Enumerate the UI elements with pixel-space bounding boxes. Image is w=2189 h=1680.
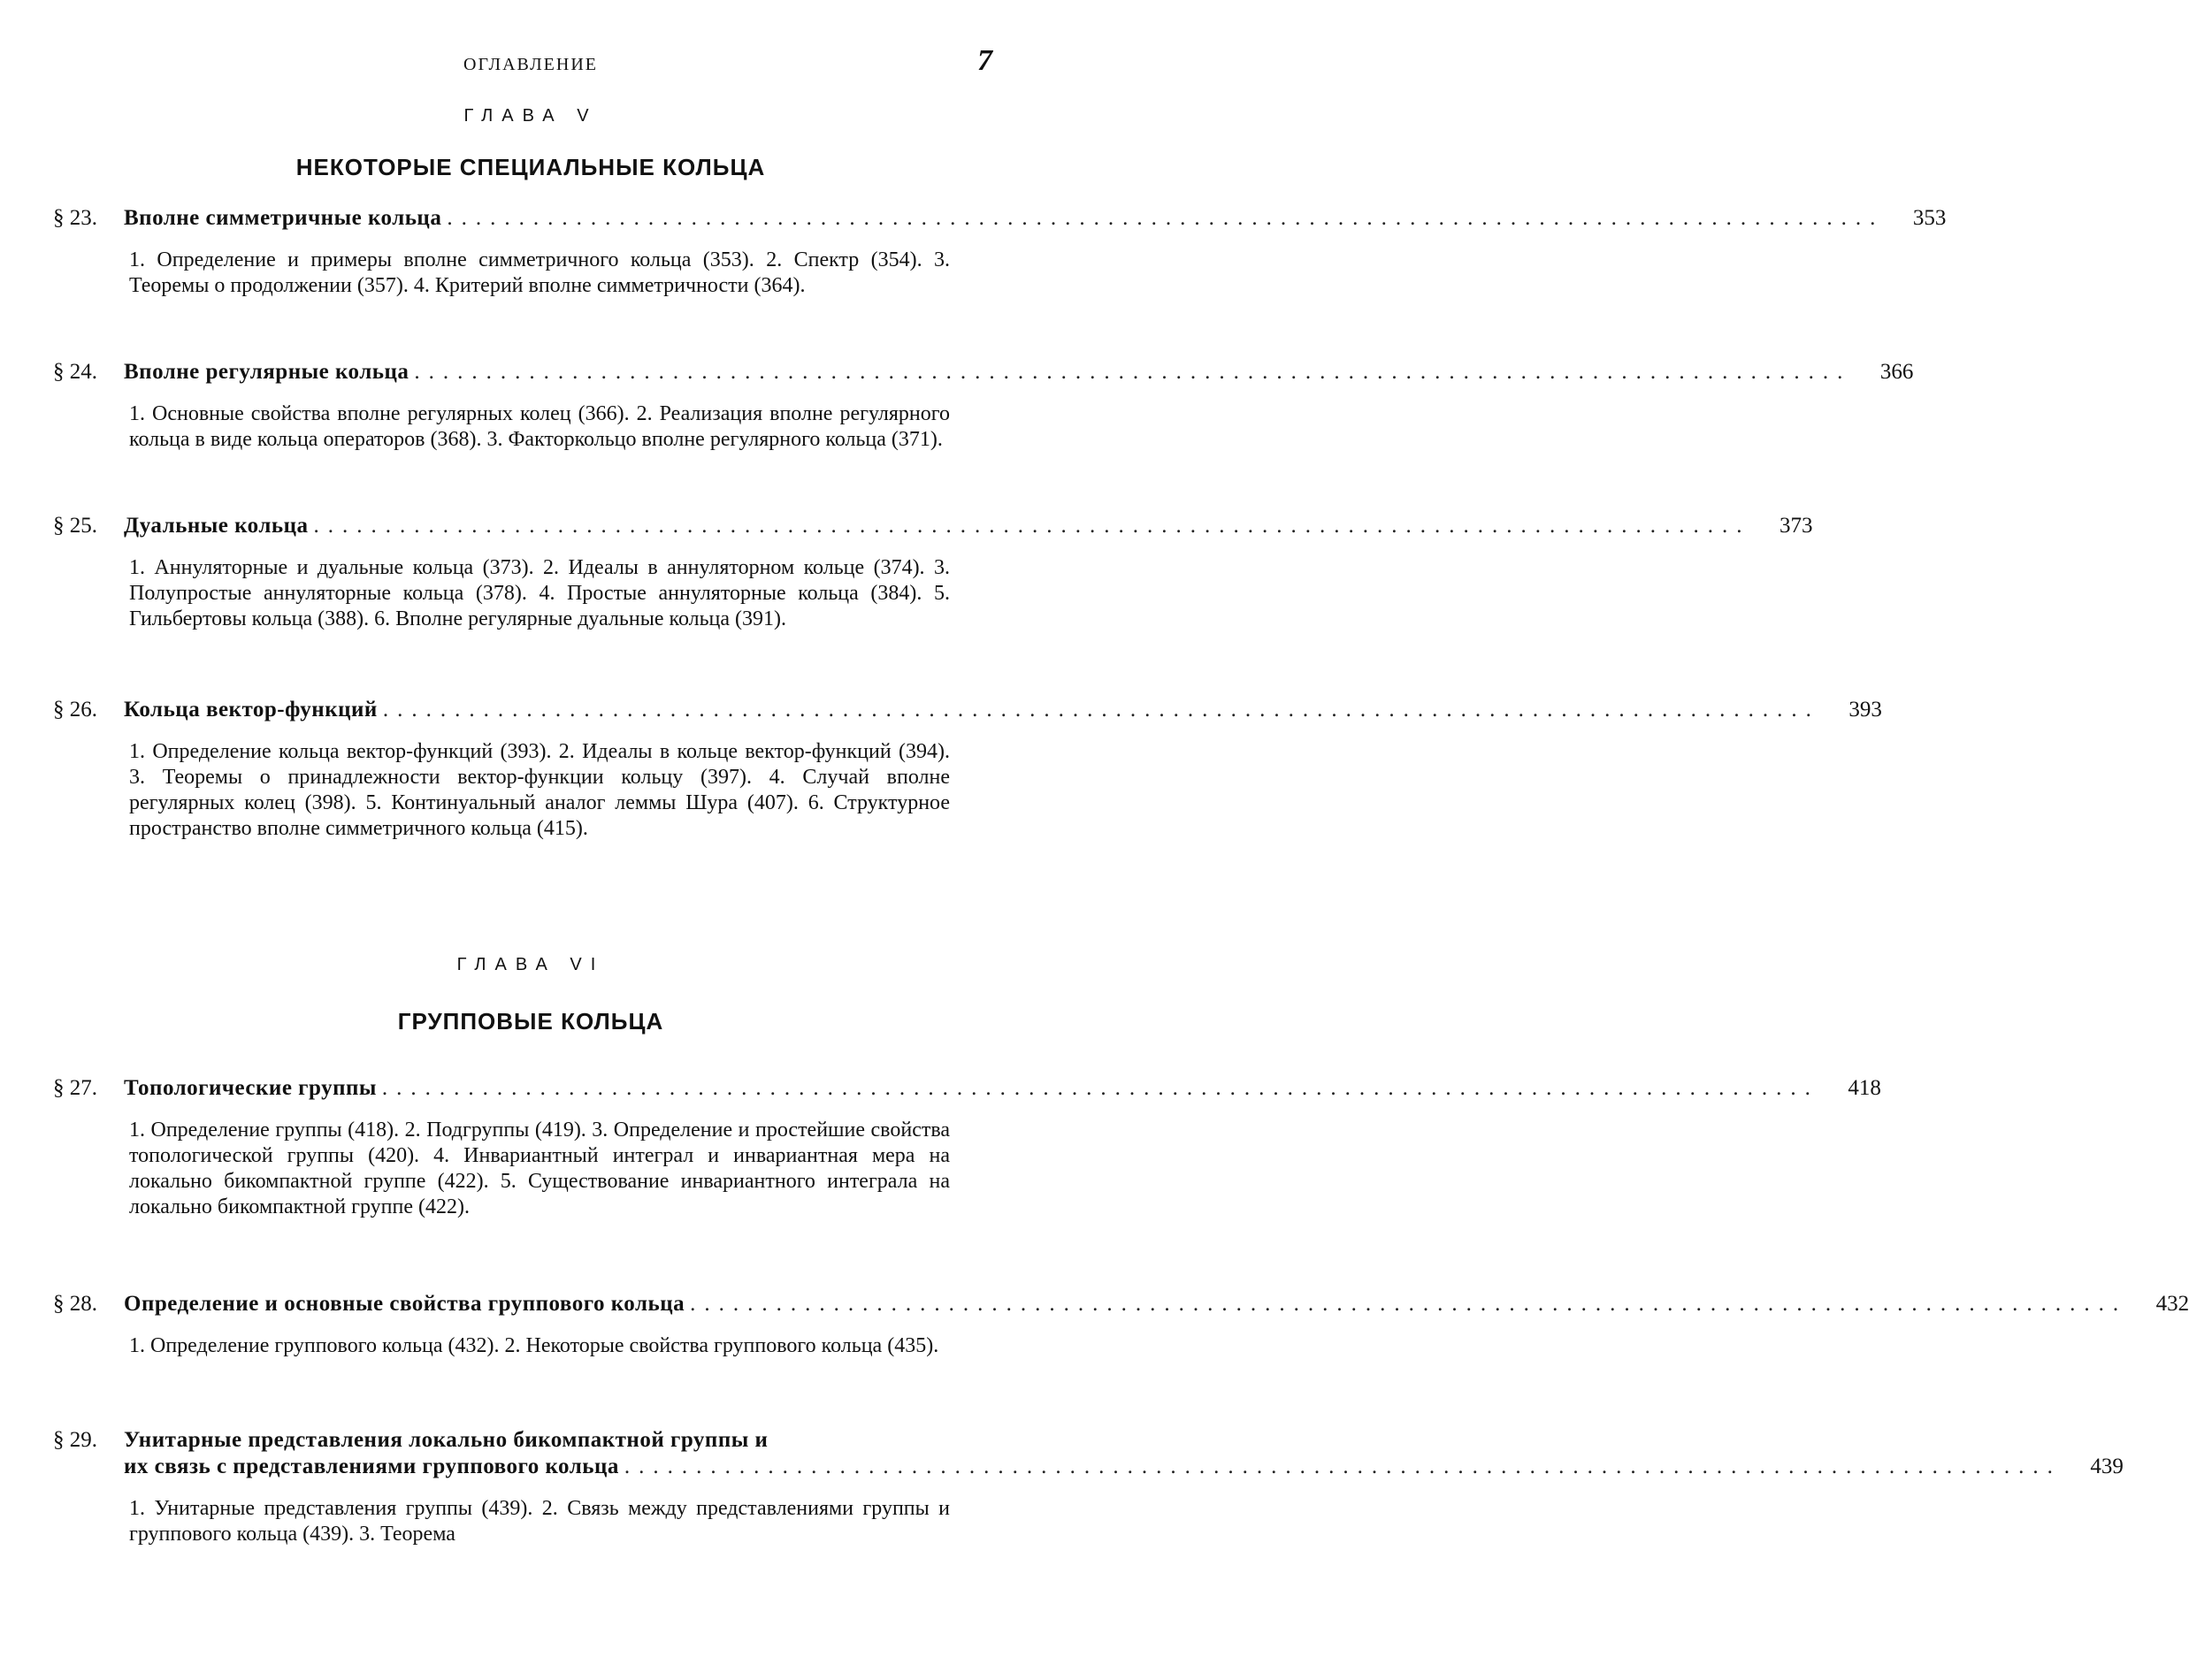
chapter-title-6: ГРУППОВЫЕ КОЛЬЦА	[397, 1008, 664, 1035]
section-title: Определение и основные свойства группового кольца	[124, 1292, 685, 1316]
section-page: 418	[1848, 1076, 1881, 1100]
dot-leader: ....................................................................................................	[447, 206, 1885, 230]
dot-leader: ....................................................................................................	[381, 1076, 1819, 1100]
dot-leader: ....................................................................................................	[313, 514, 1751, 538]
section-number: § 29.	[53, 1428, 97, 1452]
dot-leader: ....................................................................................................	[414, 360, 1852, 384]
section-description: 1. Аннуляторные и дуальные кольца (373). 2. Идеалы в аннуляторном кольце (374). 3. Полупростые аннуляторные кольца (378). 4. Простые аннуляторные кольца (384). 5. Гильбертовы кольца (388). 6. Вполне регулярные дуальные кольца (391).	[129, 556, 950, 630]
dot-leader: ....................................................................................................	[624, 1455, 2062, 1478]
section-title: Дуальные кольца	[124, 514, 309, 538]
section-page: 432	[2155, 1292, 2189, 1316]
page-number: 7	[977, 44, 992, 77]
section-title: Вполне регулярные кольца	[124, 360, 409, 384]
toc-section-23	[53, 205, 1947, 299]
section-number: § 24.	[53, 360, 97, 384]
section-page: 373	[1780, 514, 1813, 538]
dot-leader: ....................................................................................................	[690, 1292, 2128, 1316]
section-title: Топологические группы	[124, 1076, 377, 1100]
dot-leader: ....................................................................................................	[382, 698, 1820, 722]
section-description: 1. Определение кольца вектор-функций (393). 2. Идеалы в кольце вектор-функций (394). 3. Теоремы о принадлежности вектор-функции кольцу (397). 4. Случай вполне регулярных колец (398). 5. Континуальный аналог леммы Шура (407). 6. Структурное пространство вполне симметричного кольца (415).	[129, 740, 950, 840]
section-description: 1. Определение группы (418). 2. Подгруппы (419). 3. Определение и простейшие свойства топологической группы (420). 4. Инвариантный интеграл и инвариантная мера на локально бикомпактной группе (422). 5. Существование инвариантного интеграла на локально бикомпактной группе (422).	[129, 1119, 950, 1218]
section-title-line1: Унитарные представления локально бикомпактной группы и	[124, 1428, 769, 1452]
section-number: § 25.	[53, 514, 97, 538]
section-number: § 28.	[53, 1292, 97, 1316]
section-page: 366	[1879, 360, 1914, 384]
section-page: 393	[1848, 698, 1882, 722]
section-description: 1. Основные свойства вполне регулярных колец (366). 2. Реализация вполне регулярного кольца в виде кольца операторов (368). 3. Факторкольцо вполне регулярного кольца (371).	[129, 402, 950, 451]
chapter-label-6: ГЛАВА VI	[456, 955, 605, 974]
toc-section-25	[53, 513, 1813, 632]
toc-section-28	[53, 1291, 2189, 1359]
section-title: Кольца вектор-функций	[124, 698, 378, 722]
section-number: § 23.	[53, 206, 97, 230]
toc-section-24	[53, 359, 1914, 453]
section-page: 353	[1912, 206, 1947, 230]
section-title: Вполне симметричные кольца	[124, 206, 442, 230]
section-title: их связь с представлениями группового кольца	[124, 1455, 619, 1478]
toc-section-29	[53, 1427, 2124, 1547]
toc-section-26	[53, 697, 1882, 842]
toc-section-27	[53, 1075, 1881, 1220]
chapter-label-5: ГЛАВА V	[463, 106, 598, 126]
section-page: 439	[2090, 1455, 2124, 1478]
section-number: § 27.	[53, 1076, 97, 1100]
section-description: 1. Определение и примеры вполне симметричного кольца (353). 2. Спектр (354). 3. Теоремы о продолжении (357). 4. Критерий вполне симметричности (364).	[129, 248, 950, 297]
running-title: ОГЛАВЛЕНИЕ	[463, 55, 598, 74]
section-description: 1. Унитарные представления группы (439). 2. Связь между представлениями группы и группового кольца (439). 3. Теорема	[129, 1497, 950, 1546]
chapter-title-5: НЕКОТОРЫЕ СПЕЦИАЛЬНЫЕ КОЛЬЦА	[295, 154, 766, 180]
section-description: 1. Определение группового кольца (432). 2. Некоторые свойства группового кольца (435).	[129, 1334, 939, 1357]
section-number: § 26.	[53, 698, 97, 722]
